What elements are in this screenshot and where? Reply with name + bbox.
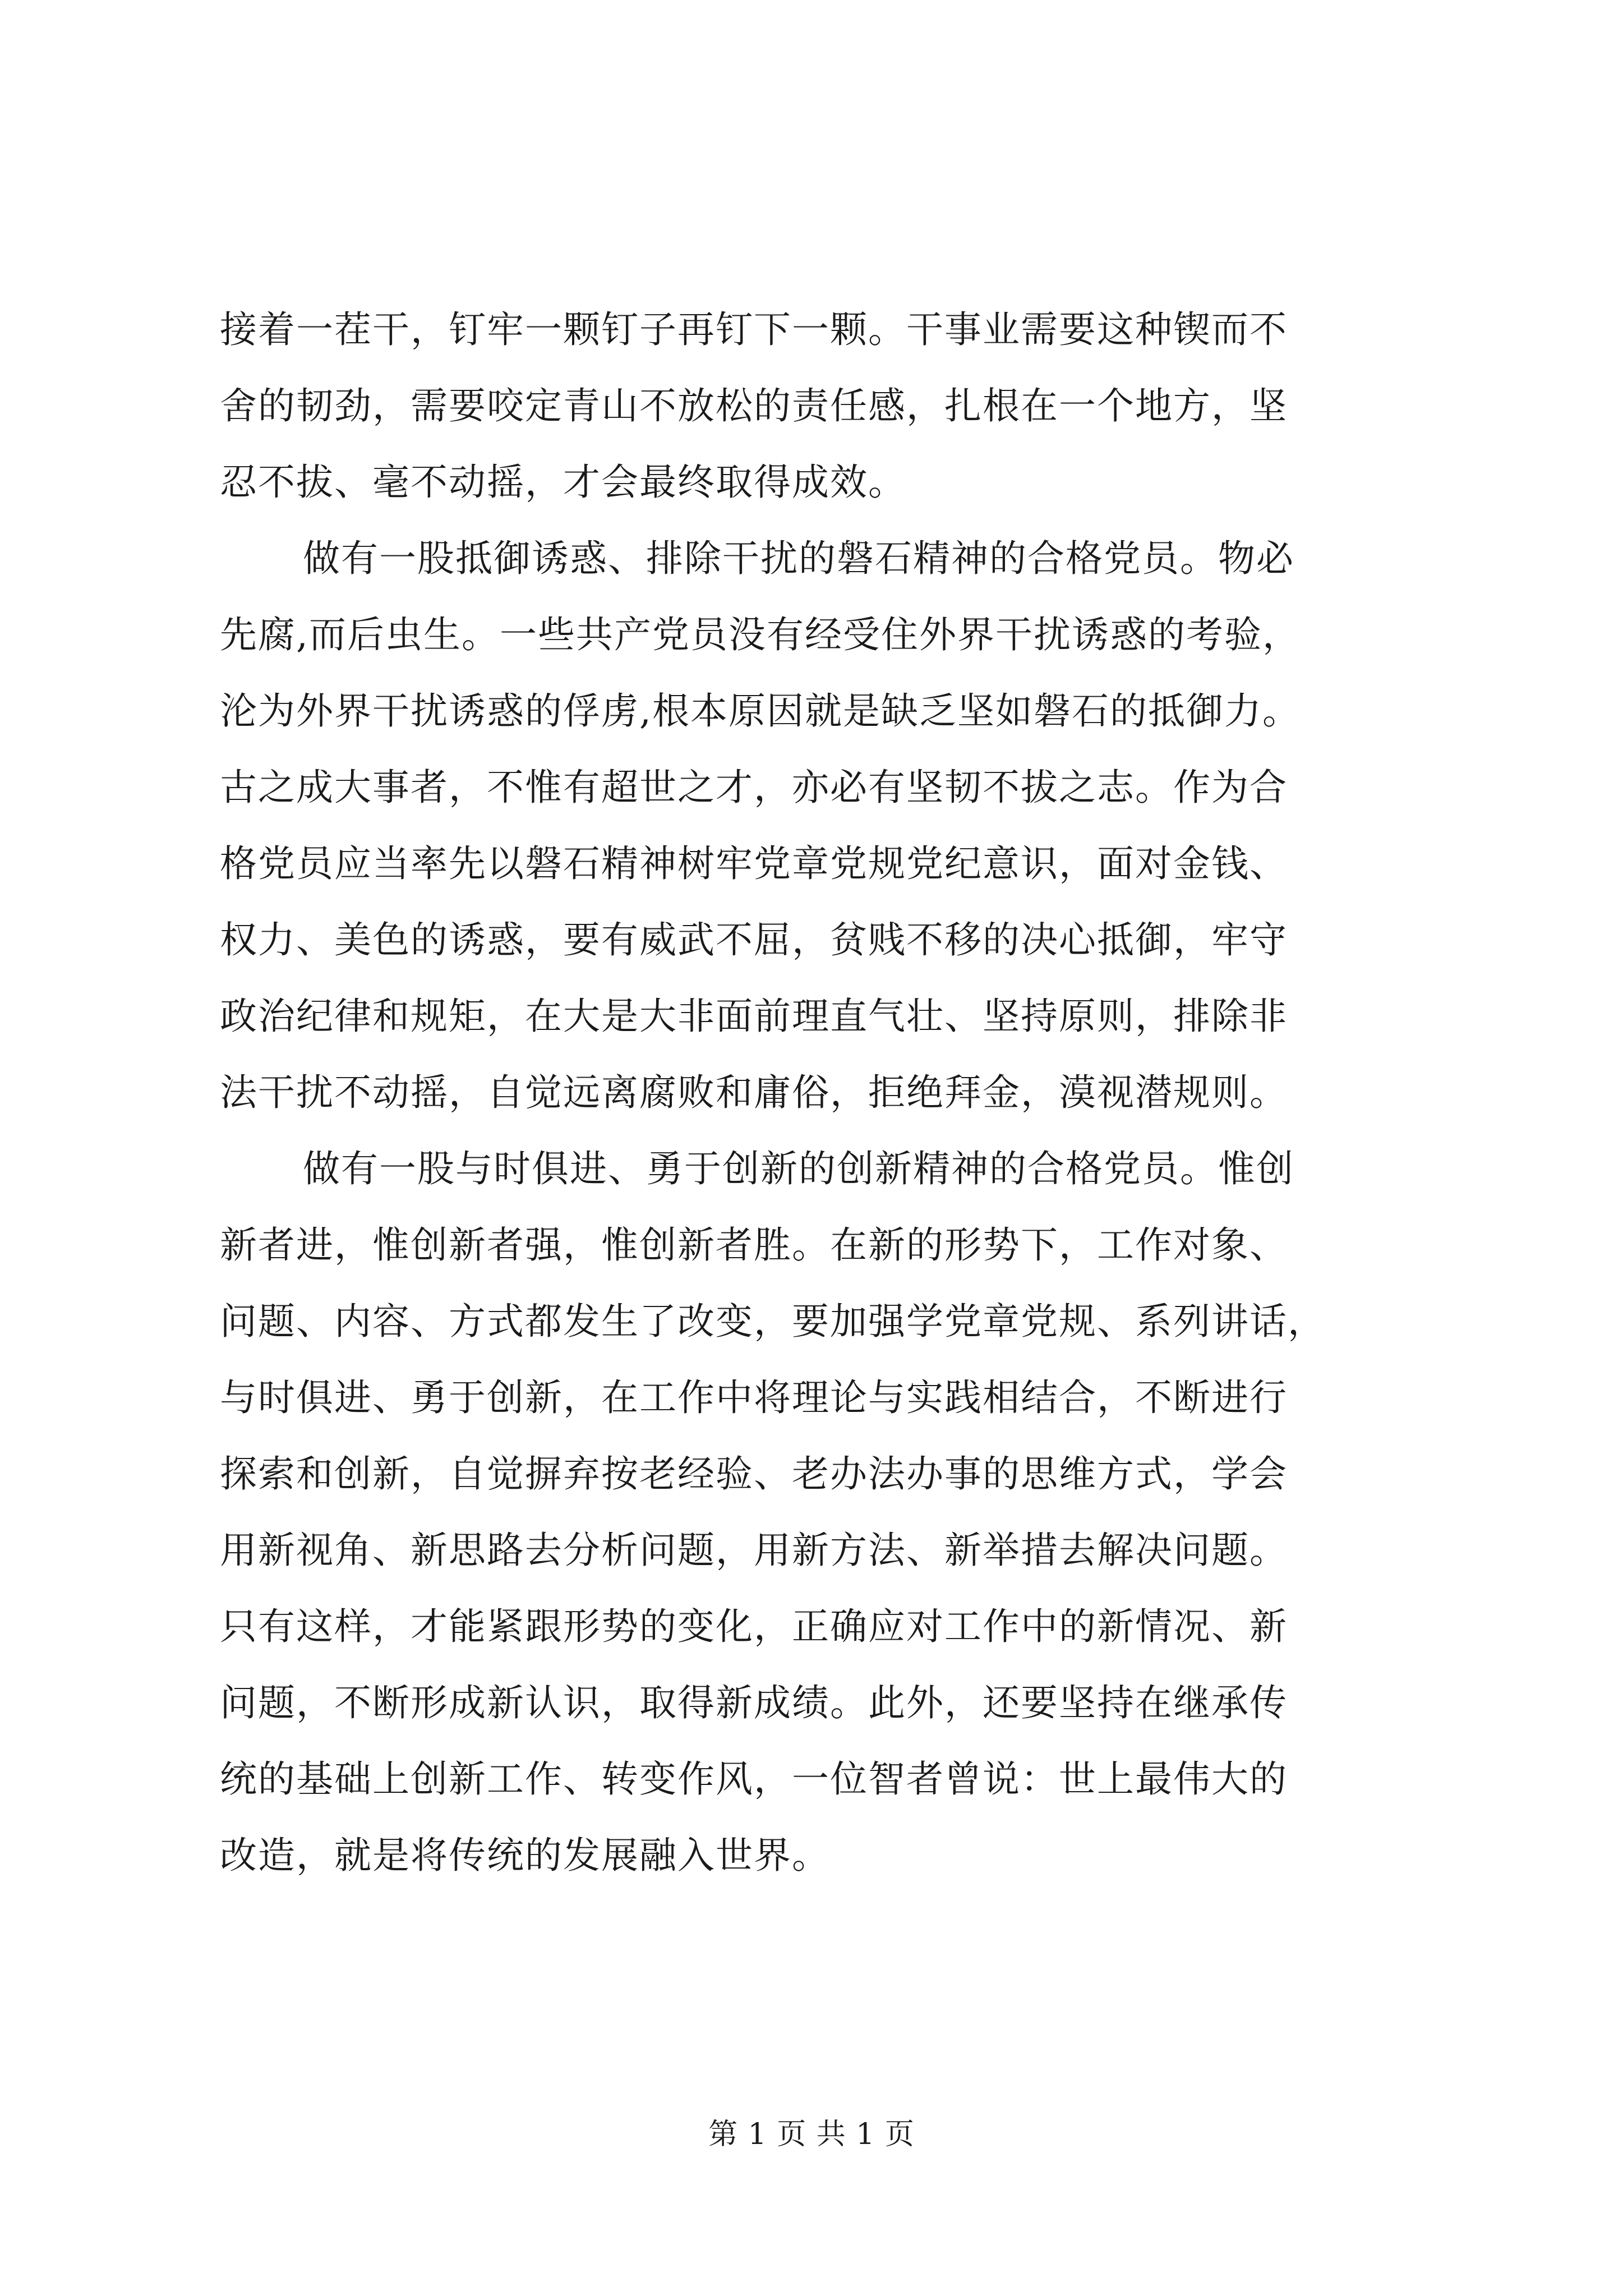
text-line: 接着一茬干，钉牢一颗钉子再钉下一颗。干事业需要这种锲而不	[220, 308, 1288, 351]
text-line: 与时俱进、勇于创新，在工作中将理论与实践相结合，不断进行	[220, 1376, 1288, 1419]
text-line: 格党员应当率先以磐石精神树牢党章党规党纪意识，面对金钱、	[220, 842, 1288, 885]
text-line: 忍不拔、毫不动摇，才会最终取得成效。	[220, 461, 906, 504]
text-line: 统的基础上创新工作、转变作风，一位智者曾说：世上最伟大的	[220, 1757, 1288, 1801]
text-line: 政治纪律和规矩，在大是大非面前理直气壮、坚持原则，排除非	[220, 995, 1288, 1038]
text-line: 问题，不断形成新认识，取得新成绩。此外，还要坚持在继承传	[220, 1681, 1288, 1724]
document-body	[220, 292, 1431, 1894]
text-line: 用新视角、新思路去分析问题，用新方法、新举措去解决问题。	[220, 1529, 1288, 1572]
text-line: 沦为外界干扰诱惑的俘虏,根本原因就是缺乏坚如磐石的抵御力。	[220, 689, 1301, 733]
text-line: 权力、美色的诱惑，要有威武不屈，贫贱不移的决心抵御，牢守	[220, 918, 1288, 961]
text-line: 先腐,而后虫生。一些共产党员没有经受住外界干扰诱惑的考验，	[220, 613, 1301, 656]
text-line: 古之成大事者，不惟有超世之才，亦必有坚韧不拔之志。作为合	[220, 766, 1288, 809]
page-number-footer: 第 1 页 共 1 页	[708, 2118, 915, 2151]
text-line: 只有这样，才能紧跟形势的变化，正确应对工作中的新情况、新	[220, 1605, 1288, 1648]
text-line: 舍的韧劲，需要咬定青山不放松的责任感，扎根在一个地方，坚	[220, 384, 1288, 427]
text-line: 改造，就是将传统的发展融入世界。	[220, 1834, 830, 1877]
text-line: 法干扰不动摇，自觉远离腐败和庸俗，拒绝拜金，漠视潜规则。	[220, 1071, 1288, 1114]
text-line: 探索和创新，自觉摒弃按老经验、老办法办事的思维方式，学会	[220, 1452, 1288, 1496]
text-line: 问题、内容、方式都发生了改变，要加强学党章党规、系列讲话，	[220, 1300, 1326, 1343]
text-line: 新者进，惟创新者强，惟创新者胜。在新的形势下，工作对象、	[220, 1223, 1288, 1267]
paragraph-start-line: 做有一股抵御诱惑、排除干扰的磐石精神的合格党员。物必	[303, 537, 1294, 580]
paragraph-start-line: 做有一股与时俱进、勇于创新的创新精神的合格党员。惟创	[303, 1147, 1294, 1190]
